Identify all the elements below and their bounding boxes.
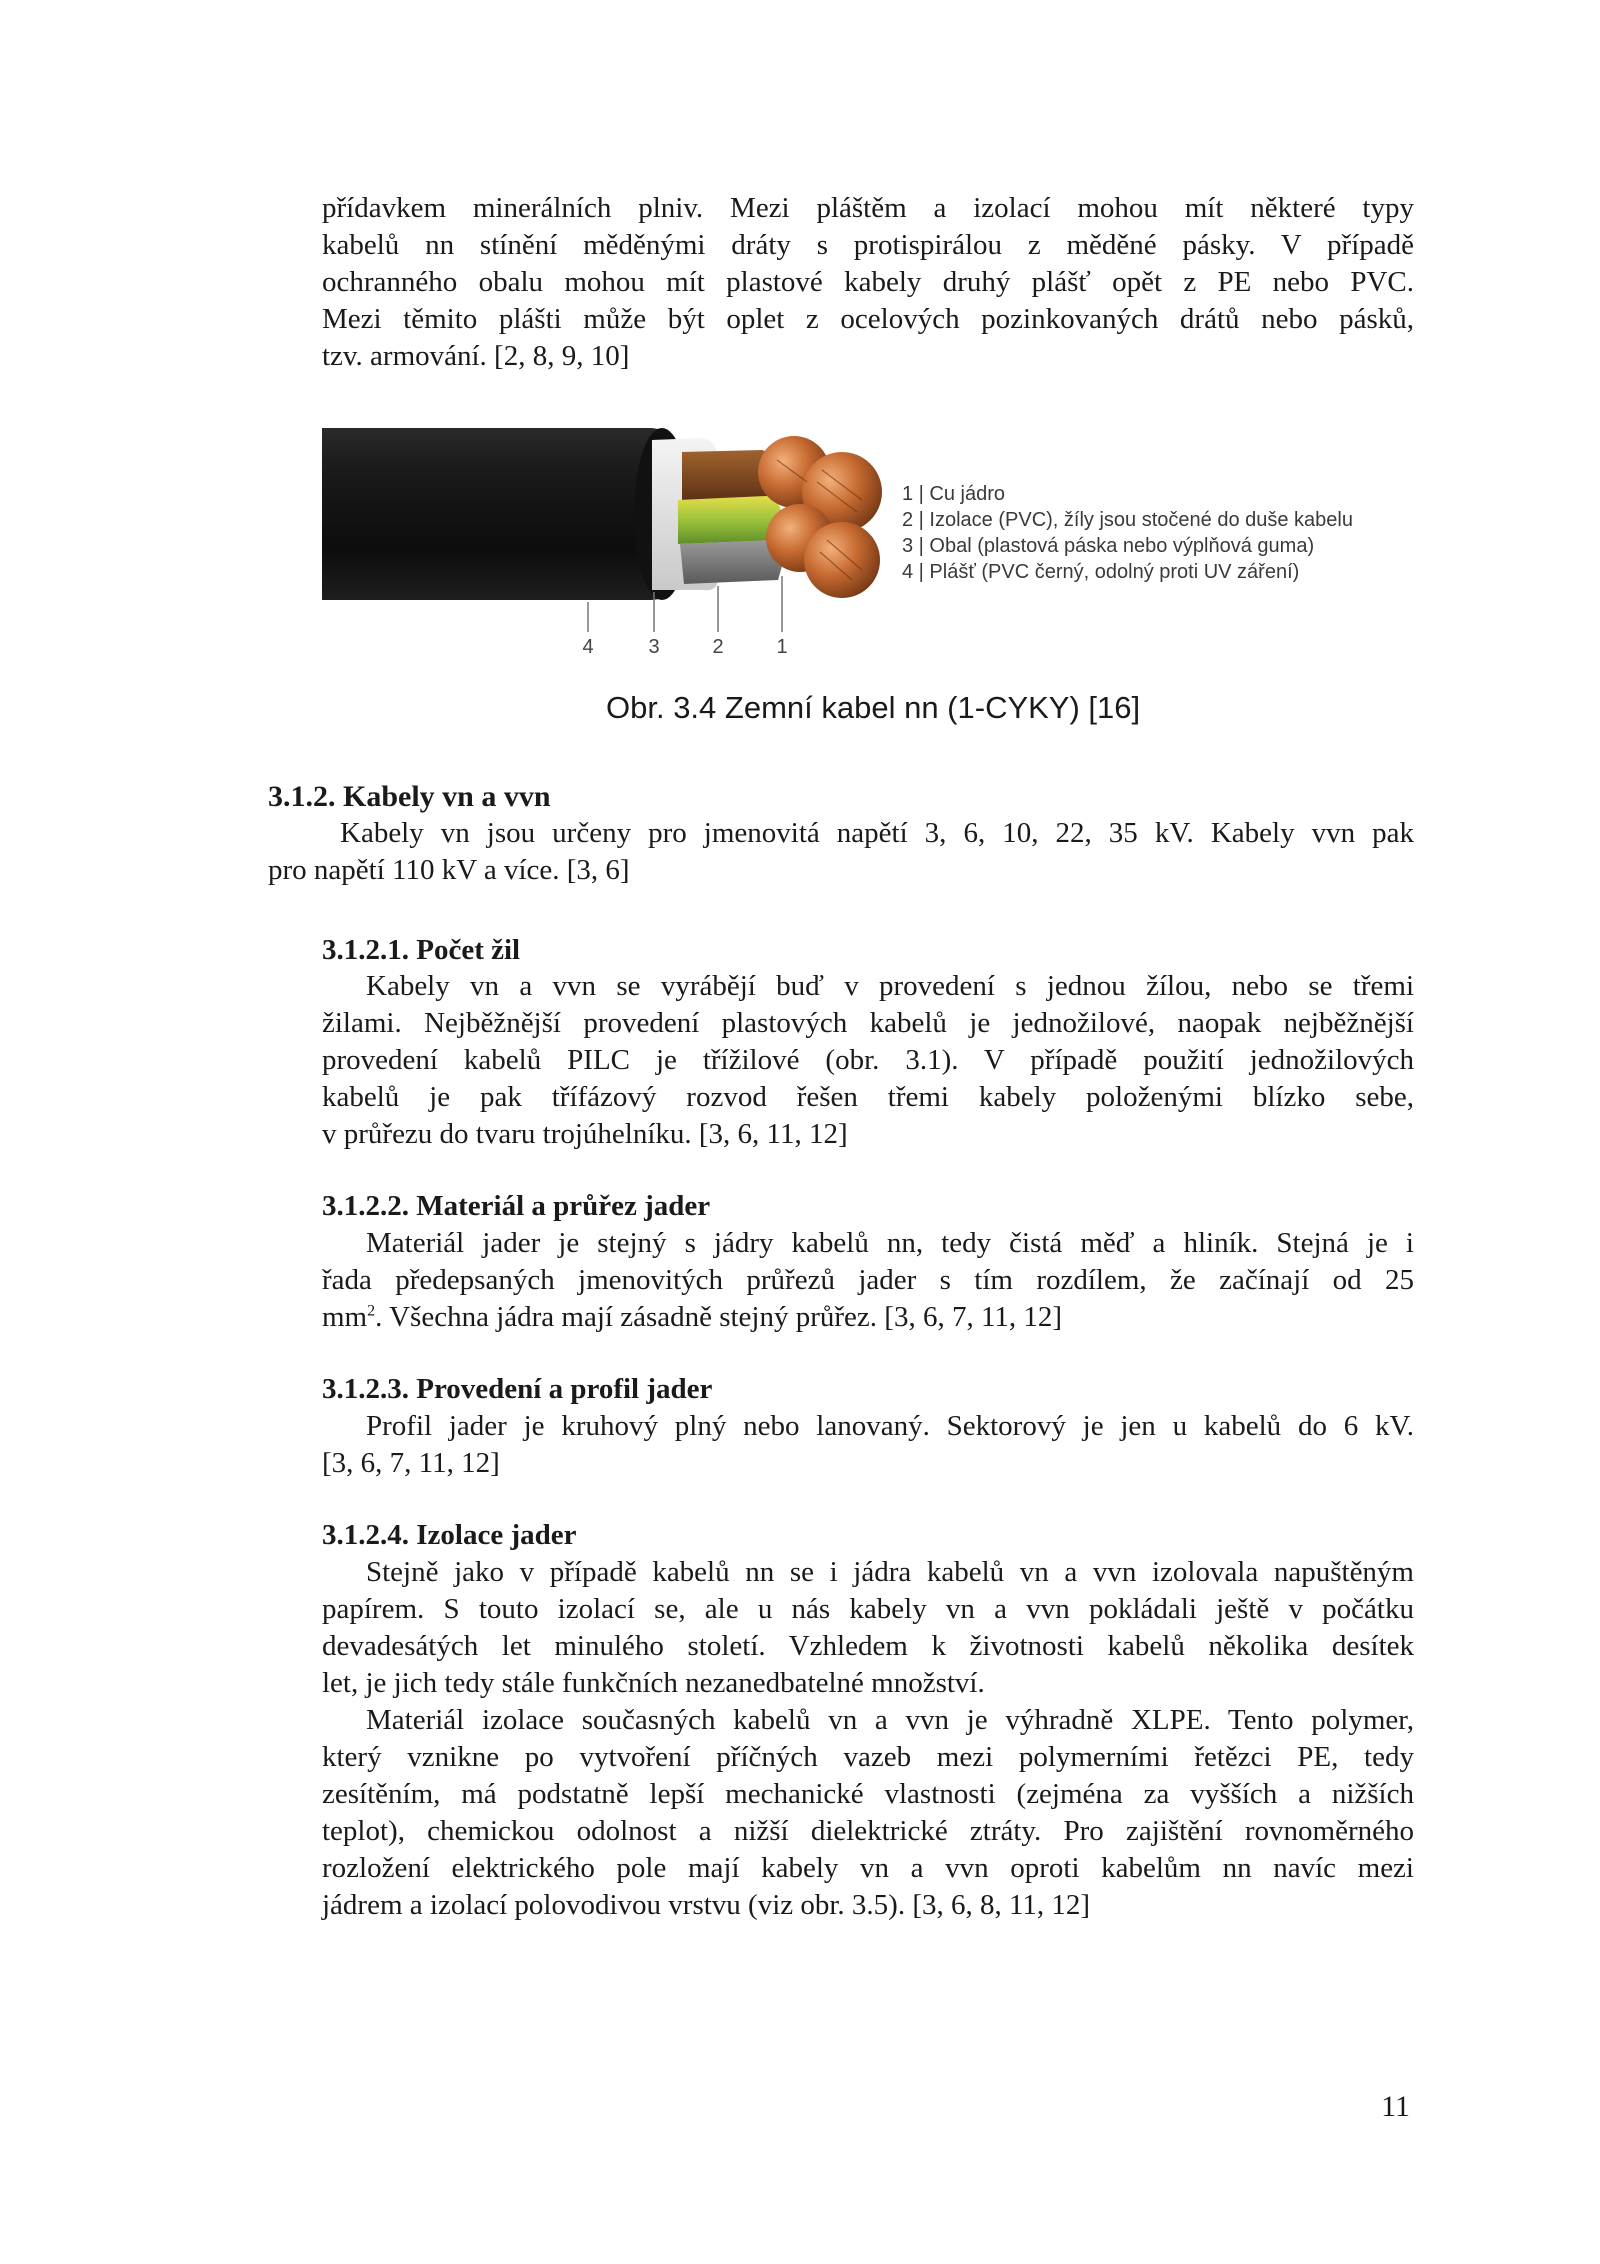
- legend-item: 1 | Cu jádro: [902, 483, 1006, 505]
- legend-item: 4 | Plášť (PVC černý, odolný proti UV záření): [902, 561, 1300, 583]
- text-line: teplot), chemickou odolnost a nižší dielektrické ztráty. Pro zajištění rovnoměrného: [322, 1815, 1414, 1847]
- text-line: Mezi těmito plášti může být oplet z ocelových pozinkovaných drátů nebo pásků,: [322, 303, 1414, 335]
- text-line: [322, 1299, 1414, 1336]
- callout-number: 4: [582, 636, 594, 658]
- callout-number: 1: [776, 636, 788, 658]
- text-line: kabelů nn stínění měděnými dráty s protispirálou z měděné pásky. V případě: [322, 229, 1414, 261]
- subsection-heading: 3.1.2.2. Materiál a průřez jader: [322, 1190, 711, 1222]
- text-line: Stejně jako v případě kabelů nn se i jádra kabelů vn a vvn izolovala napuštěným: [366, 1556, 1414, 1588]
- section-paragraph: [322, 1225, 1414, 1336]
- section-paragraph: [268, 815, 1414, 889]
- cable-figure: [322, 420, 1412, 670]
- text-line: ochranného obalu mohou mít plastové kabely druhý plášť opět z PE nebo PVC.: [322, 266, 1414, 298]
- text-line: [3, 6, 7, 11, 12]: [322, 1447, 500, 1479]
- superscript: 2: [367, 1302, 376, 1320]
- text-line: kabelů je pak třífázový rozvod řešen třemi kabely položenými blízko sebe,: [322, 1081, 1414, 1113]
- subsection-heading: 3.1.2.4. Izolace jader: [322, 1519, 577, 1551]
- text-line: Kabely vn a vvn se vyrábějí buď v provedení s jednou žílou, nebo se třemi: [366, 970, 1414, 1002]
- callout-number: 3: [648, 636, 660, 658]
- text-line: Materiál izolace současných kabelů vn a vvn je výhradně XLPE. Tento polymer,: [366, 1704, 1414, 1736]
- text-line: let, je jich tedy stále funkčních nezanedbatelné množství.: [322, 1667, 985, 1699]
- text-fragment: . Všechna jádra mají zásadně stejný průřez. [3, 6, 7, 11, 12]: [375, 1301, 1063, 1333]
- section-paragraph: [322, 968, 1414, 1153]
- text-line: rozložení elektrického pole mají kabely vn a vvn oproti kabelům nn navíc mezi: [322, 1852, 1414, 1884]
- copper-core: [804, 522, 880, 598]
- text-line: přídavkem minerálních plniv. Mezi pláštěm a izolací mohou mít některé typy: [322, 192, 1414, 224]
- text-line: provedení kabelů PILC je třížilové (obr. 3.1). V případě použití jednožilových: [322, 1044, 1414, 1076]
- text-line: Profil jader je kruhový plný nebo lanovaný. Sektorový je jen u kabelů do 6 kV.: [366, 1410, 1414, 1442]
- subsection-heading: 3.1.2.1. Počet žil: [322, 934, 521, 966]
- cable-jacket: [322, 428, 674, 600]
- section-heading: 3.1.2. Kabely vn a vvn: [268, 780, 551, 813]
- text-line: pro napětí 110 kV a více. [3, 6]: [268, 854, 630, 886]
- text-fragment: mm: [322, 1301, 368, 1333]
- text-line: zesítěním, má podstatně lepší mechanické vlastnosti (zejména za vyšších a nižších: [322, 1778, 1414, 1810]
- text-line: v průřezu do tvaru trojúhelníku. [3, 6, 11, 12]: [322, 1118, 848, 1150]
- legend-item: 3 | Obal (plastová páska nebo výplňová guma): [902, 535, 1315, 557]
- section-paragraph: [322, 1702, 1414, 1924]
- text-line: papírem. S touto izolací se, ale u nás kabely vn a vvn pokládali ještě v počátku: [322, 1593, 1414, 1625]
- section-paragraph: [322, 1408, 1414, 1482]
- text-line: řada předepsaných jmenovitých průřezů jader s tím rozdílem, že začínají od 25: [322, 1264, 1414, 1296]
- cable-illustration: [322, 420, 1412, 670]
- text-line: tzv. armování. [2, 8, 9, 10]: [322, 340, 630, 372]
- intro-paragraph: [322, 190, 1414, 375]
- text-line: devadesátých let minulého století. Vzhledem k životnosti kabelů několika desítek: [322, 1630, 1414, 1662]
- figure-caption: Obr. 3.4 Zemní kabel nn (1-CYKY) [16]: [606, 690, 1141, 725]
- subsection-heading: 3.1.2.3. Provedení a profil jader: [322, 1373, 713, 1405]
- text-line: Materiál jader je stejný s jádry kabelů nn, tedy čistá měď a hliník. Stejná je i: [366, 1227, 1414, 1259]
- text-line: žilami. Nejběžnější provedení plastových kabelů je jednožilové, naopak nejběžnější: [322, 1007, 1414, 1039]
- text-line: jádrem a izolací polovodivou vrstvu (viz obr. 3.5). [3, 6, 8, 11, 12]: [322, 1889, 1091, 1921]
- section-paragraph: [322, 1554, 1414, 1702]
- text-line: Kabely vn jsou určeny pro jmenovitá napětí 3, 6, 10, 22, 35 kV. Kabely vvn pak: [340, 817, 1414, 849]
- callout-number: 2: [712, 636, 724, 658]
- text-line: který vznikne po vytvoření příčných vazeb mezi polymerními řetězci PE, tedy: [322, 1741, 1414, 1773]
- page-number: 11: [1381, 2090, 1410, 2123]
- legend-item: 2 | Izolace (PVC), žíly jsou stočené do duše kabelu: [902, 509, 1353, 531]
